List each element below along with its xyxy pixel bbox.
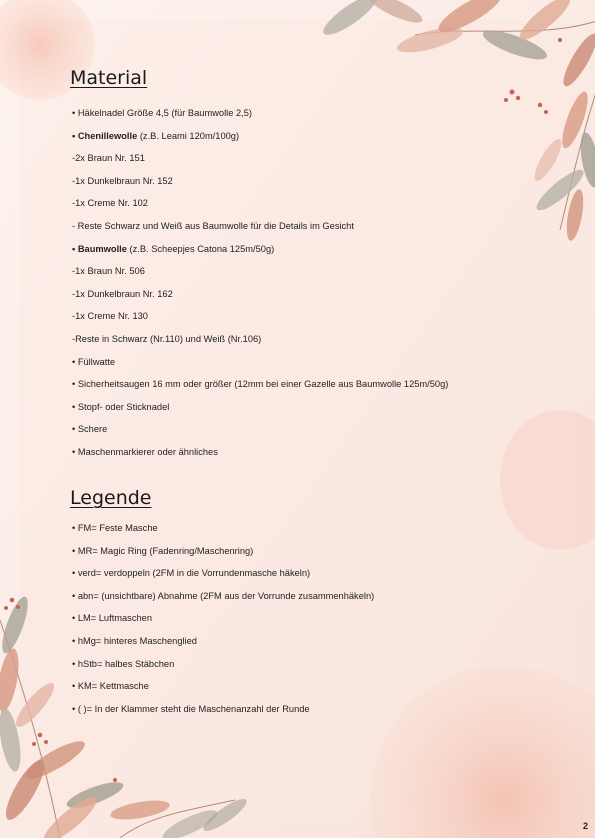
material-item-text: • Häkelnadel Größe 4,5 (für Baumwolle 2,5) bbox=[72, 108, 252, 118]
material-item-text: • Sicherheitsaugen 16 mm oder größer (12mm bei einer Gazelle aus Baumwolle 125m/50g) bbox=[72, 379, 449, 390]
material-list-item bbox=[72, 446, 448, 469]
material-list-item bbox=[72, 265, 448, 288]
legende-list bbox=[72, 522, 374, 725]
material-list-item bbox=[72, 310, 448, 333]
material-item-text: - Reste Schwarz und Weiß aus Baumwolle für die Details im Gesicht bbox=[72, 220, 354, 231]
material-list-item bbox=[72, 197, 448, 220]
material-item-text: • Stopf- oder Sticknadel bbox=[72, 401, 170, 412]
material-list-item bbox=[72, 288, 448, 311]
material-list-item bbox=[72, 333, 448, 356]
legende-list-item: • hMg= hinteres Maschenglied bbox=[72, 635, 197, 646]
material-item-text: • Maschenmarkierer oder ähnliches bbox=[72, 446, 218, 457]
legende-list-item: • FM= Feste Masche bbox=[72, 523, 158, 533]
legende-list-item: • hStb= halbes Stäbchen bbox=[72, 658, 175, 669]
material-list-item bbox=[72, 220, 448, 243]
legende-list-item: • abn= (unsichtbare) Abnahme (2FM aus der Vorrunde zusammenhäkeln) bbox=[72, 590, 375, 601]
material-list-item bbox=[72, 401, 448, 424]
page-number: 2 bbox=[582, 821, 588, 831]
legende-list-item: • MR= Magic Ring (Fadenring/Maschenring) bbox=[72, 545, 254, 556]
legende-list-item: • verd= verdoppeln (2FM in die Vorrundenmasche häkeln) bbox=[72, 568, 311, 579]
material-item-text: (z.B. Scheepjes Catona 125m/50g) bbox=[126, 243, 275, 254]
material-list-item bbox=[72, 107, 448, 130]
material-list-item bbox=[72, 423, 448, 446]
material-list-item bbox=[72, 152, 448, 175]
material-list-item bbox=[72, 243, 448, 266]
material-list-item bbox=[72, 356, 448, 379]
material-heading: Material bbox=[70, 67, 148, 89]
material-item-text: • Schere bbox=[72, 424, 108, 435]
material-item-bold: • Baumwolle bbox=[72, 243, 127, 254]
material-item-text: -1x Dunkelbraun Nr. 152 bbox=[72, 175, 173, 186]
legende-list-item: • KM= Kettmasche bbox=[72, 681, 149, 692]
legende-list-item: • ( )= In der Klammer steht die Maschenanzahl der Runde bbox=[72, 703, 310, 714]
material-item-text: (z.B. Leami 120m/100g) bbox=[137, 130, 240, 141]
material-list-item bbox=[72, 130, 448, 153]
material-item-text: -1x Braun Nr. 506 bbox=[72, 266, 145, 277]
material-item-text: -1x Creme Nr. 102 bbox=[72, 198, 148, 209]
material-list bbox=[72, 107, 448, 469]
material-list-item bbox=[72, 378, 448, 401]
legende-list-item: • LM= Luftmaschen bbox=[72, 613, 152, 624]
material-item-text: -Reste in Schwarz (Nr.110) und Weiß (Nr.106) bbox=[72, 333, 262, 344]
material-item-text: • Füllwatte bbox=[72, 356, 116, 367]
legende-heading: Legende bbox=[70, 487, 152, 509]
material-item-text: -2x Braun Nr. 151 bbox=[72, 153, 145, 164]
material-list-item bbox=[72, 175, 448, 198]
material-item-text: -1x Dunkelbraun Nr. 162 bbox=[72, 288, 173, 299]
material-item-text: -1x Creme Nr. 130 bbox=[72, 311, 148, 322]
material-item-bold: • Chenillewolle bbox=[72, 130, 138, 141]
